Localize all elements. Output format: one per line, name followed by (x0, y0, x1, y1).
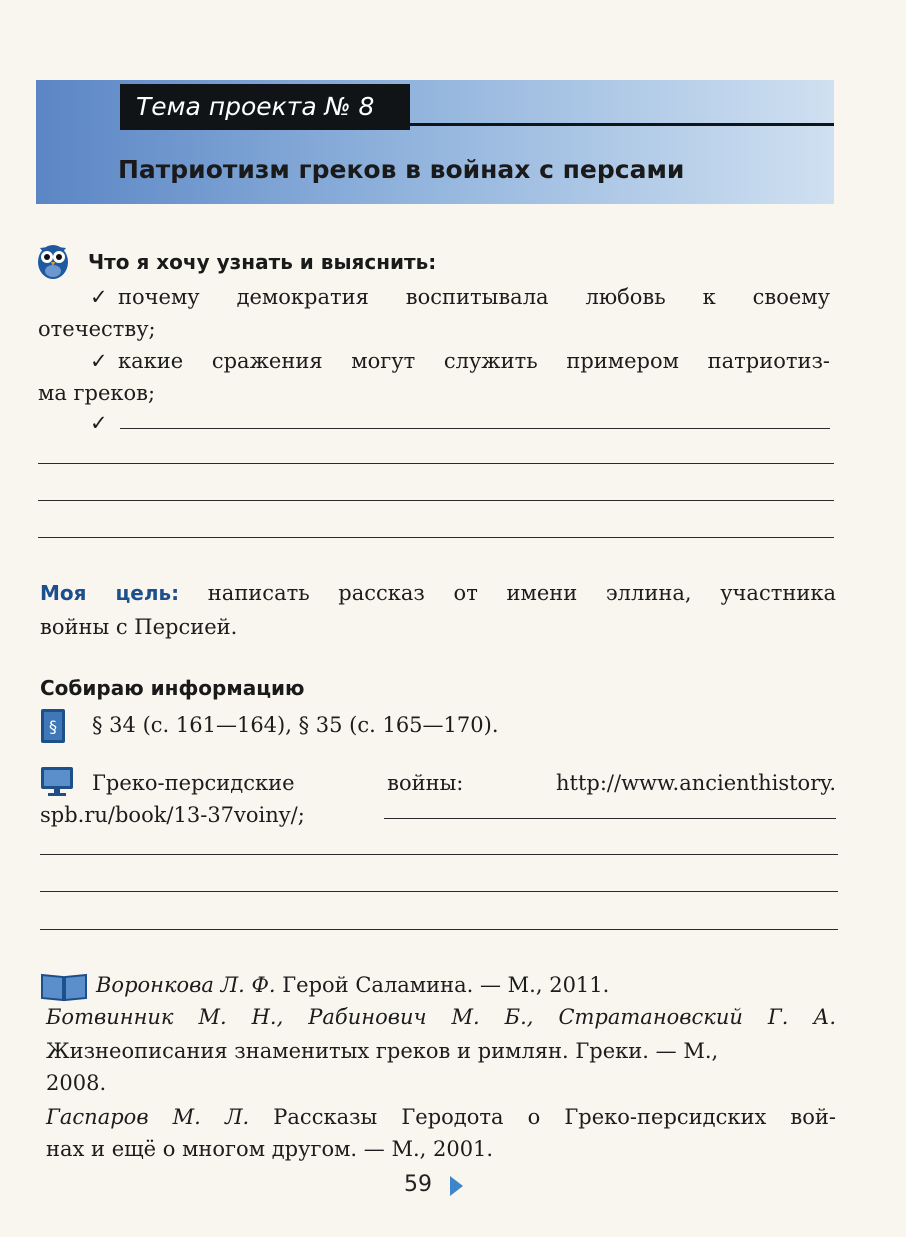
goal-paragraph (40, 578, 836, 608)
svg-text:§: § (49, 717, 57, 736)
book-author: Воронкова Л. Ф. (96, 973, 276, 997)
book-title: Герой Саламина. — М., 2011. (282, 973, 610, 997)
answer-line[interactable] (38, 537, 834, 538)
web-resource: Греко-персидские войны: http://www.ancienthistory. (92, 771, 836, 795)
tab-underline (410, 123, 834, 126)
collect-heading: Собираю информацию (40, 676, 305, 700)
project-tab-label: Тема проекта № 8 (120, 84, 410, 130)
goal-text: написать рассказ от имени эллина, участника (207, 581, 836, 605)
check-mark: ✓ (90, 285, 108, 309)
next-page-arrow-icon[interactable] (450, 1176, 463, 1196)
bibliography-entry (96, 970, 609, 1000)
book-title: Жизнеописания знаменитых греков и римлян. Греки. — М., (46, 1039, 719, 1063)
paragraph-reference: § 34 (с. 161—164), § 35 (с. 165—170). (92, 713, 499, 737)
goal-text-continuation: войны с Персией. (40, 615, 238, 639)
list-item: почему демократия воспитывала любовь к своему (118, 285, 830, 309)
book-author: Гаспаров М. Л. (46, 1105, 250, 1129)
textbook-paragraph-icon (40, 708, 66, 744)
book-icon (40, 972, 88, 1002)
owl-icon (36, 240, 70, 280)
list-item-continuation: ма греков; (38, 381, 156, 405)
answer-line[interactable] (40, 891, 838, 892)
list-item: какие сражения могут служить примером патриотиз- (118, 349, 830, 373)
book-title-continuation: нах и ещё о многом другом. — М., 2001. (46, 1137, 494, 1161)
goal-label: Моя цель: (40, 581, 180, 605)
book-year: 2008. (46, 1071, 107, 1095)
answer-line[interactable] (38, 500, 834, 501)
answer-line[interactable] (40, 854, 838, 855)
book-authors: Ботвинник М. Н., Рабинович М. Б., Стратановский Г. А. (46, 1005, 836, 1029)
answer-line[interactable] (38, 463, 834, 464)
check-mark: ✓ (90, 411, 108, 435)
answer-line[interactable] (384, 818, 836, 819)
want-to-know-heading: Что я хочу узнать и выяснить: (88, 250, 437, 274)
page-number: 59 (404, 1172, 432, 1197)
check-mark: ✓ (90, 349, 108, 373)
bibliography-entry (46, 1102, 836, 1132)
list-item-continuation: отечеству; (38, 317, 156, 341)
answer-line[interactable] (120, 428, 830, 429)
answer-line[interactable] (40, 929, 838, 930)
book-title: Рассказы Геродота о Греко-персидских вой- (273, 1105, 836, 1129)
page-title: Патриотизм греков в войнах с персами (118, 155, 685, 184)
computer-icon (40, 766, 74, 798)
web-resource-continuation: spb.ru/book/13-37voiny/; (40, 803, 305, 827)
